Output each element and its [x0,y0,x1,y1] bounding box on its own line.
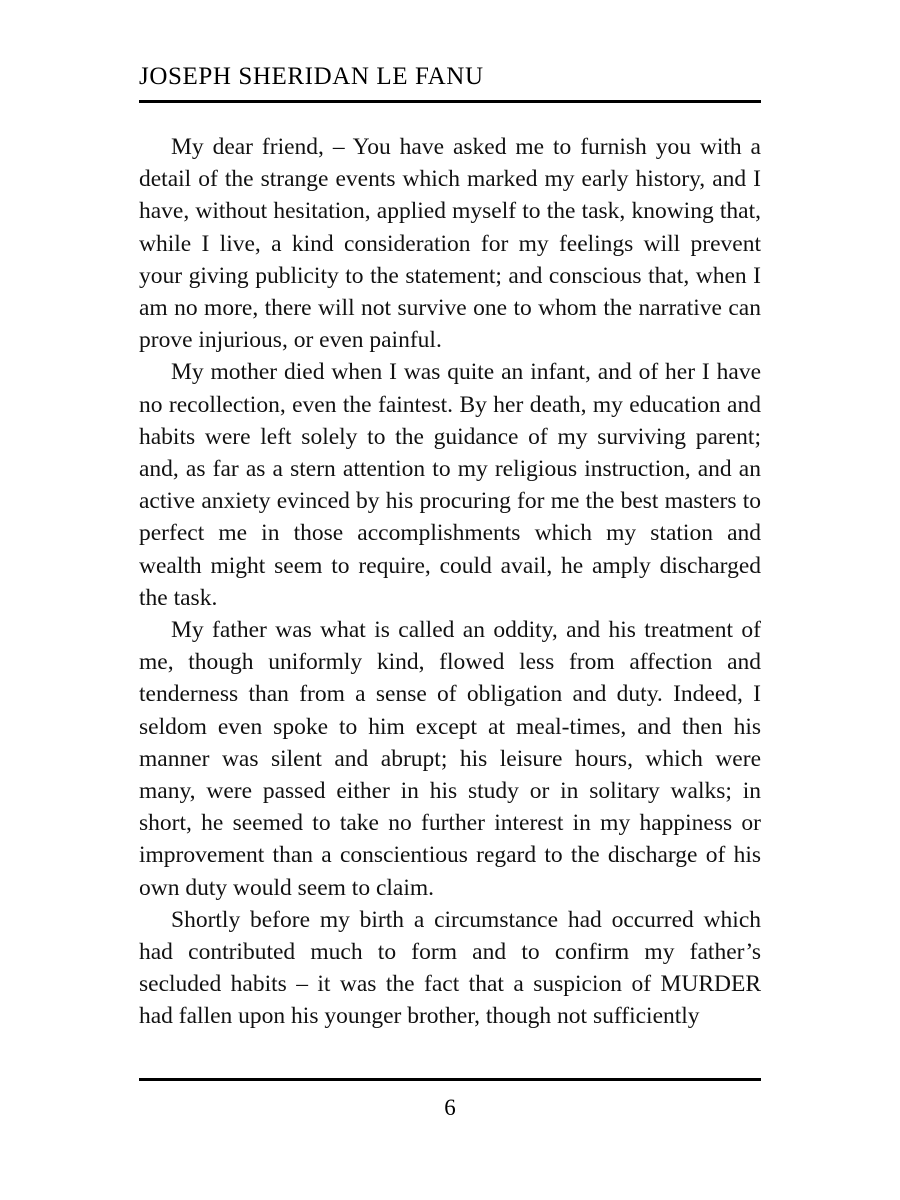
page-number: 6 [444,1095,456,1120]
running-head [139,62,761,92]
running-head-title: JOSEPH SHERIDAN LE FANU [139,63,484,90]
header-rule [139,100,761,103]
paragraph: Shortly before my birth a circumstance had occurred which had contributed much to form and to confirm my father’s secluded habits – it was the fact that a suspicion of MURDER had fallen upon his younger brother, though not sufficiently [139,906,761,1030]
paragraph: My mother died when I was quite an infant, and of her I have no recollection, even the faintest. By her death, my education and habits were left solely to the guidance of my surviving parent; and, as far as a stern attention to my religious instruction, and an active anxiety evinced by his procuring for me the best masters to perfect me in those accomplishments which my station and wealth might seem to require, could avail, he amply discharged the task. [139,359,761,611]
text-block-frame [139,0,761,1200]
paragraph: My dear friend, – You have asked me to furnish you with a detail of the strange events which marked my early history, and I have, without hesitation, applied myself to the task, knowing that, while I live, a kind consideration for my feelings will prevent your giving publicity to the statement; and conscious that, when I am no more, there will not survive one to whom the narrative can prove injurious, or even painful. [139,134,761,354]
paragraph: My father was what is called an oddity, and his treatment of me, though uniformly kind, flowed less from affection and tenderness than from a sense of obligation and duty. Indeed, I seldom even spoke to him except at meal-times, and then his manner was silent and abrupt; his leisure hours, which were many, were passed either in his study or in solitary walks; in short, he seemed to take no further interest in my happiness or improvement than a conscientious regard to the discharge of his own duty would seem to claim. [139,617,761,901]
body-text [139,131,761,1033]
footer-rule [139,1078,761,1081]
